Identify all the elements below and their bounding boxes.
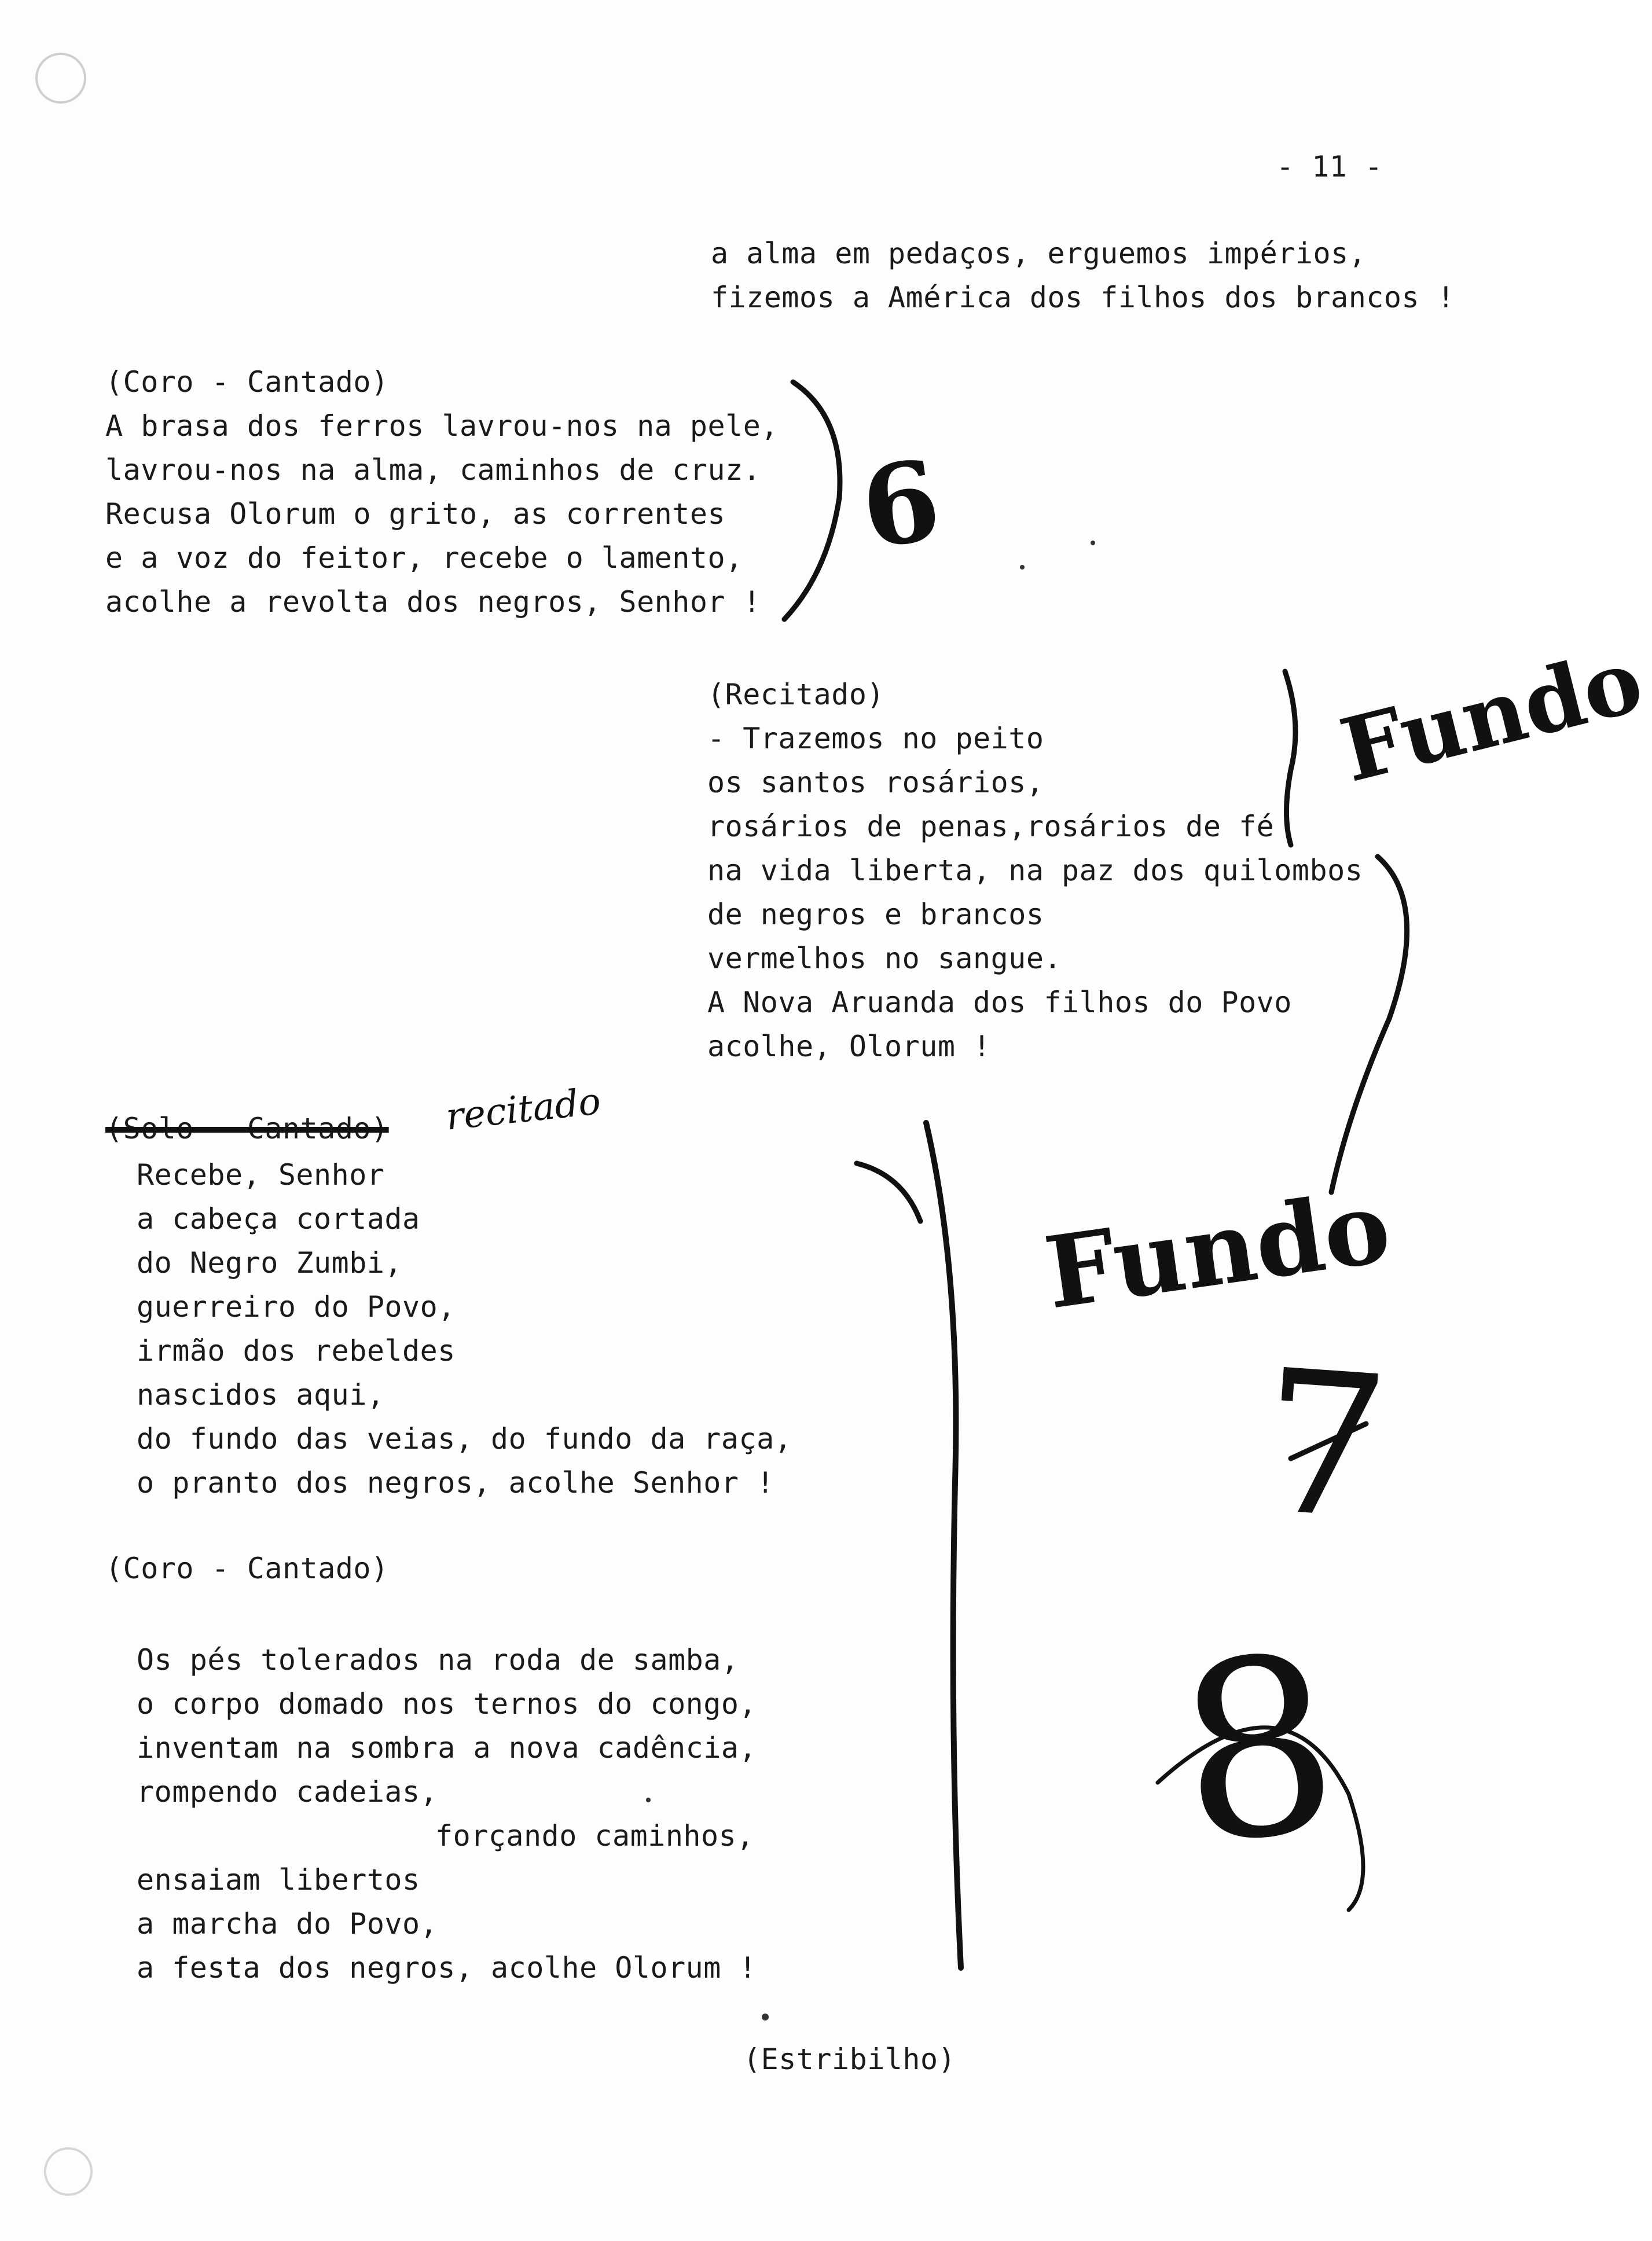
- recitado-line-5: de negros e brancos: [707, 898, 1044, 931]
- recitado-line-6: vermelhos no sangue.: [707, 942, 1062, 975]
- solo-line-1: Recebe, Senhor: [137, 1158, 385, 1192]
- ink-speck-2: [1020, 565, 1025, 570]
- bracket-recitado-left: [1285, 671, 1295, 845]
- solo-heading-struck: (Solo - Cantado): [105, 1112, 389, 1145]
- recitado-line-8: acolhe, Olorum !: [707, 1030, 991, 1063]
- coro1-line-4: e a voz do feitor, recebe o lamento,: [105, 541, 743, 575]
- punch-hole-bottom: [45, 2148, 91, 2195]
- ink-speck-3: [646, 1798, 651, 1802]
- recitado-line-1: - Trazemos no peito: [707, 722, 1044, 755]
- coro2-line-7: a marcha do Povo,: [137, 1907, 438, 1941]
- coro2-line-3: inventam na sombra a nova cadência,: [137, 1731, 757, 1765]
- coro2-heading: (Coro - Cantado): [105, 1552, 389, 1585]
- handwritten-recitado-note: recitado: [443, 1080, 603, 1139]
- estribilho: (Estribilho): [743, 2042, 956, 2076]
- ink-speck-4: [762, 2014, 769, 2020]
- handwritten-number-6: 6: [854, 435, 948, 574]
- punch-hole-top: [36, 54, 85, 102]
- recitado-line-3: rosários de penas,rosários de fé: [707, 810, 1275, 843]
- coro2-line-2: o corpo domado nos ternos do congo,: [137, 1687, 757, 1721]
- bracket-solo-vertical: [926, 1123, 961, 1968]
- recitado-heading: (Recitado): [707, 678, 885, 711]
- coro1-line-2: lavrou-nos na alma, caminhos de cruz.: [105, 453, 761, 487]
- coro1-line-1: A brasa dos ferros lavrou-nos na pele,: [105, 409, 779, 443]
- handwritten-number-7: 7: [1254, 1327, 1395, 1565]
- solo-line-5: irmão dos rebeldes: [137, 1334, 456, 1368]
- handwritten-number-8: 8: [1166, 1601, 1350, 1900]
- recitado-line-7: A Nova Aruanda dos filhos do Povo: [707, 986, 1292, 1019]
- bracket-solo-long: [857, 1163, 920, 1221]
- coro2-line-5: forçando caminhos,: [435, 1819, 754, 1853]
- solo-line-7: do fundo das veias, do fundo da raça,: [137, 1422, 792, 1456]
- handwritten-fundo-1: Fundo: [1331, 629, 1652, 802]
- coro1-line-3: Recusa Olorum o grito, as correntes: [105, 497, 726, 531]
- solo-line-6: nascidos aqui,: [137, 1378, 385, 1412]
- handwritten-fundo-2: Fundo: [1038, 1169, 1397, 1332]
- coro2-line-4: rompendo cadeias,: [137, 1775, 438, 1809]
- recitado-line-2: os santos rosários,: [707, 766, 1044, 799]
- top-line-2: fizemos a América dos filhos dos brancos !: [711, 281, 1455, 314]
- page-number: - 11 -: [1276, 150, 1383, 183]
- coro2-line-1: Os pés tolerados na roda de samba,: [137, 1643, 739, 1677]
- recitado-line-4: na vida liberta, na paz dos quilombos: [707, 854, 1363, 887]
- solo-line-8: o pranto dos negros, acolhe Senhor !: [137, 1466, 774, 1500]
- coro2-line-6: ensaiam libertos: [137, 1863, 420, 1897]
- solo-line-4: guerreiro do Povo,: [137, 1290, 456, 1324]
- ink-speck-1: [1091, 541, 1095, 545]
- coro2-line-8: a festa dos negros, acolhe Olorum !: [137, 1951, 757, 1985]
- top-line-1: a alma em pedaços, erguemos impérios,: [711, 237, 1367, 270]
- bracket-coro1: [784, 382, 840, 619]
- coro1-heading: (Coro - Cantado): [105, 365, 389, 399]
- coro1-line-5: acolhe a revolta dos negros, Senhor !: [105, 585, 761, 619]
- bracket-recitado-right: [1331, 857, 1407, 1192]
- solo-line-3: do Negro Zumbi,: [137, 1246, 403, 1280]
- solo-line-2: a cabeça cortada: [137, 1202, 420, 1236]
